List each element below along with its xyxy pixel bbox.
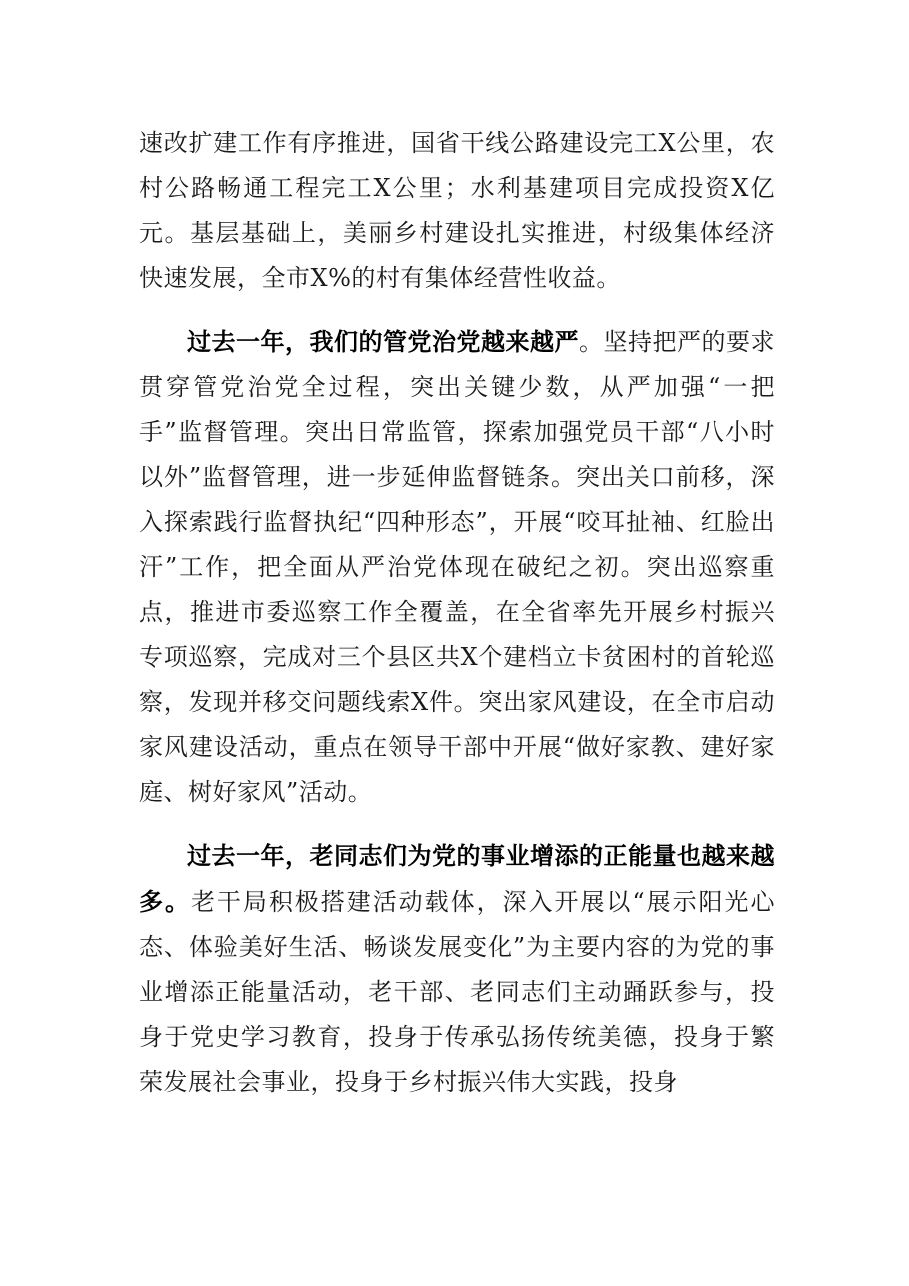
paragraph-2 bbox=[139, 319, 775, 815]
paragraph-3-text: 老干局积极搭建活动载体，深入开展以“展示阳光心态、体验美好生活、畅谈发展变化”为主要内容的为党的事业增添正能量活动，老干部、老同志们主动踊跃参与，投身于党史学习教育，投身于传承弘扬传统美德，投身于繁荣发展社会事业，投身于乡村振兴伟大实践，投身 bbox=[139, 888, 775, 1096]
paragraph-1 bbox=[139, 120, 775, 301]
paragraph-2-text: 。坚持把严的要求贯穿管党治党全过程，突出关键少数，从严加强“一把手”监督管理。突出日常监管，探索加强党员干部“八小时以外”监督管理，进一步延伸监督链条。突出关口前移，深入探索践行监督执纪“四种形态”，开展“咬耳扯袖、红脸出汗”工作，把全面从严治党体现在破纪之初。突出巡察重点，推进市委巡察工作全覆盖，在全省率先开展乡村振兴专项巡察，完成对三个县区共X个建档立卡贫困村的首轮巡察，发现并移交问题线索X件。突出家风建设，在全市启动家风建设活动，重点在领导干部中开展“做好家教、建好家庭、树好家风”活动。 bbox=[139, 328, 775, 806]
document-body bbox=[139, 120, 775, 1123]
paragraph-1-text: 速改扩建工作有序推进，国省干线公路建设完工X公里，农村公路畅通工程完工X公里；水利基建项目完成投资X亿元。基层基础上，美丽乡村建设扎实推进，村级集体经济快速发展，全市X%的村有集体经营性收益。 bbox=[139, 129, 775, 292]
paragraph-3 bbox=[139, 833, 775, 1105]
paragraph-3-lead: 过去一年，老同志们为党的事业增添的正能量也越来越多。 bbox=[139, 841, 775, 916]
paragraph-2-lead: 过去一年，我们的管党治党越来越严 bbox=[187, 327, 579, 356]
